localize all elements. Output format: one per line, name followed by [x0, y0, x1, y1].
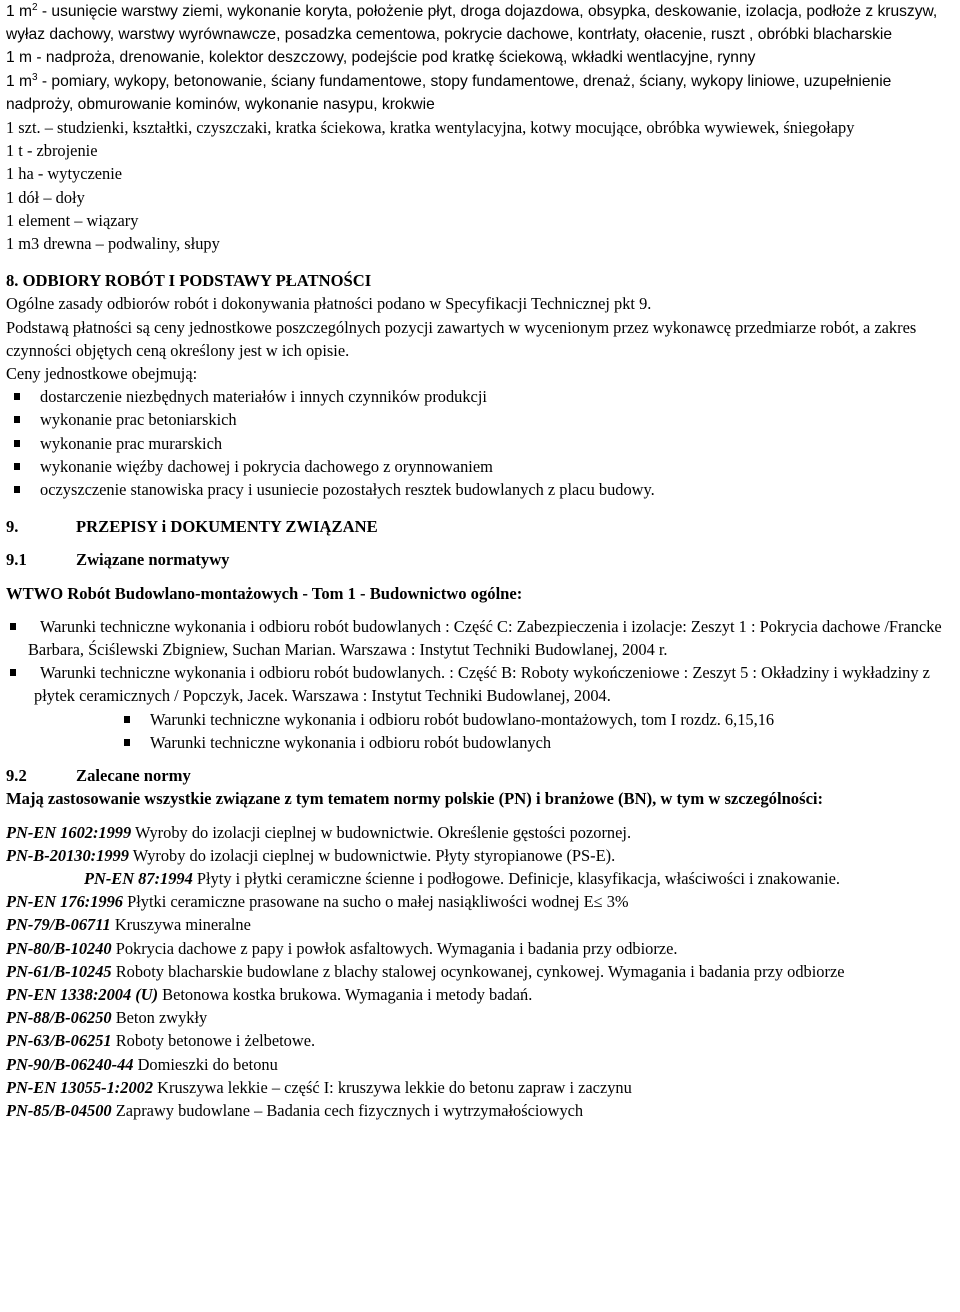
list-item: dostarczenie niezbędnych materiałów i innych czynników produkcji [6, 385, 956, 408]
section-9-2-title: 9.2 Zalecane normy [6, 766, 191, 786]
norm-item: PN-79/B-06711 Kruszywa mineralne [6, 915, 251, 935]
unit-ha: 1 ha - wytyczenie [6, 164, 123, 184]
section-9-1-list [6, 615, 956, 754]
norm-item: PN-EN 1338:2004 (U) Betonowa kostka brukowa. Wymagania i metody badań. [6, 984, 533, 1004]
norms-list [6, 821, 956, 1123]
square-bullet-icon [124, 716, 130, 723]
list-item: Warunki techniczne wykonania i odbioru robót budowlanych. : Część B: Roboty wykończeniowe : Zeszyt 5 : Okładziny i wykładziny z płytek ceramicznych / Popczyk, Jacek. Warszawa : Instytut Techniki Budowlanej, 2004. [6, 661, 956, 707]
section-9-1-title: 9.1 Związane normatywy [6, 550, 230, 570]
section-8-p3: Ceny jednostkowe obejmują: [6, 364, 198, 384]
norm-item: PN-EN 13055-1:2002 Kruszywa lekkie – część I: kruszywa lekkie do betonu zapraw i zaczynu [6, 1077, 632, 1097]
norm-item: PN-85/B-04500 Zaprawy budowlane – Badania cech fizycznych i wytrzymałościowych [6, 1100, 584, 1120]
unit-m3-drewna: 1 m3 drewna – podwaliny, słupy [6, 234, 220, 254]
square-bullet-icon [14, 416, 20, 423]
unit-m: 1 m - nadproża, drenowanie, kolektor deszczowy, podejście pod kratkę ściekową, wkładki wentlacyjne, rynny [6, 49, 756, 67]
list-item: wykonanie prac murarskich [6, 432, 956, 455]
square-bullet-icon [14, 463, 20, 470]
unit-dol: 1 dół – doły [6, 187, 85, 207]
section-8-p1: Ogólne zasady odbiorów robót i dokonywania płatności podano w Specyfikacji Technicznej pkt 9. [6, 294, 652, 314]
norm-item: PN-EN 87:1994 Płyty i płytki ceramiczne ścienne i podłogowe. Definicje, klasyfikacja, właściwości i znakowanie. [84, 868, 841, 888]
square-bullet-icon [124, 739, 130, 746]
unit-m2: 1 $m^2$ - usunięcie warstwy ziemi, wykonanie koryta, położenie płyt, droga dojazdowa, obsypka, deskowanie, izolacja, podłoże z kruszyw, wyłaz dachowy, warstwy wyrównawcze, posadzka cementowa, pokrycie dachowe, kontrłaty, ołacenie, ruszt , obróbki blacharskie [6, 2, 938, 44]
list-item: Warunki techniczne wykonania i odbioru robót budowlano-montażowych, tom I rozdz. 6,15,16 [6, 708, 956, 731]
norm-item: PN-90/B-06240-44 Domieszki do betonu [6, 1054, 278, 1074]
section-8-title: 8. ODBIORY ROBÓT I PODSTAWY PŁATNOŚCI [6, 271, 372, 291]
square-bullet-icon [14, 440, 20, 447]
norm-item: PN-88/B-06250 Beton zwykły [6, 1008, 208, 1028]
unit-t: 1 t - zbrojenie [6, 141, 98, 161]
list-item: Warunki techniczne wykonania i odbioru robót budowlanych [6, 731, 956, 754]
norm-item: PN-63/B-06251 Roboty betonowe i żelbetowe. [6, 1031, 316, 1051]
section-8-list [6, 385, 956, 501]
section-9-title: 9. PRZEPISY i DOKUMENTY ZWIĄZANE [6, 517, 378, 537]
square-bullet-icon [10, 623, 16, 630]
unit-element: 1 element – wiązary [6, 210, 139, 230]
norm-item: PN-EN 176:1996 Płytki ceramiczne prasowane na sucho o małej nasiąkliwości wodnej E≤ 3% [6, 892, 629, 912]
wtwo-heading: WTWO Robót Budowlano-montażowych - Tom 1 - Budownictwo ogólne: [6, 583, 523, 603]
norm-item: PN-EN 1602:1999 Wyroby do izolacji cieplnej w budownictwie. Określenie gęstości pozornej. [6, 822, 632, 842]
list-item: Warunki techniczne wykonania i odbioru robót budowlanych : Część C: Zabezpieczenia i izolacje: Zeszyt 1 : Pokrycia dachowe /Francke Barbara, Ściślewski Zbigniew, Suchan Marian. Warszawa : Instytut Techniki Budowlanej, 2004 r. [6, 615, 956, 661]
section-8-p2: Podstawą płatności są ceny jednostkowe poszczególnych pozycji zawartych w wycenionym przez wykonawcę przedmiarze robót, a zakres czynności objętych ceną określony jest w ich opisie. [6, 317, 917, 360]
square-bullet-icon [14, 486, 20, 493]
square-bullet-icon [14, 393, 20, 400]
list-item: wykonanie więźby dachowej i pokrycia dachowego z orynnowaniem [6, 455, 956, 478]
norm-item: PN-61/B-10245 Roboty blacharskie budowlane z blachy stalowej ocynkowanej, cynkowej. Wymagania i badania przy odbiorze [6, 961, 845, 981]
section-9-2-intro: Mają zastosowanie wszystkie związane z tym tematem normy polskie (PN) i branżowe (BN), w tym w szczególności: [6, 789, 824, 809]
unit-m3: 1 $m^3$ - pomiary, wykopy, betonowanie, ściany fundamentowe, stopy fundamentowe, drenaż, ściany, wykopy liniowe, uzupełnienie nadproży, obmurowanie kominów, wykonanie nasypu, krokwie [6, 71, 892, 113]
unit-szt: 1 szt. – studzienki, kształtki, czyszczaki, kratka ściekowa, kratka wentylacyjna, kotwy mocujące, obróbka wywiewek, śniegołapy [6, 118, 855, 138]
square-bullet-icon [10, 669, 16, 676]
norm-item: PN-80/B-10240 Pokrycia dachowe z papy i powłok asfaltowych. Wymagania i badania przy odbiorze. [6, 938, 678, 958]
list-item: oczyszczenie stanowiska pracy i usuniecie pozostałych resztek budowlanych z placu budowy. [6, 478, 956, 501]
norm-item: PN-B-20130:1999 Wyroby do izolacji cieplnej w budownictwie. Płyty styropianowe (PS-E). [6, 845, 616, 865]
list-item: wykonanie prac betoniarskich [6, 408, 956, 431]
